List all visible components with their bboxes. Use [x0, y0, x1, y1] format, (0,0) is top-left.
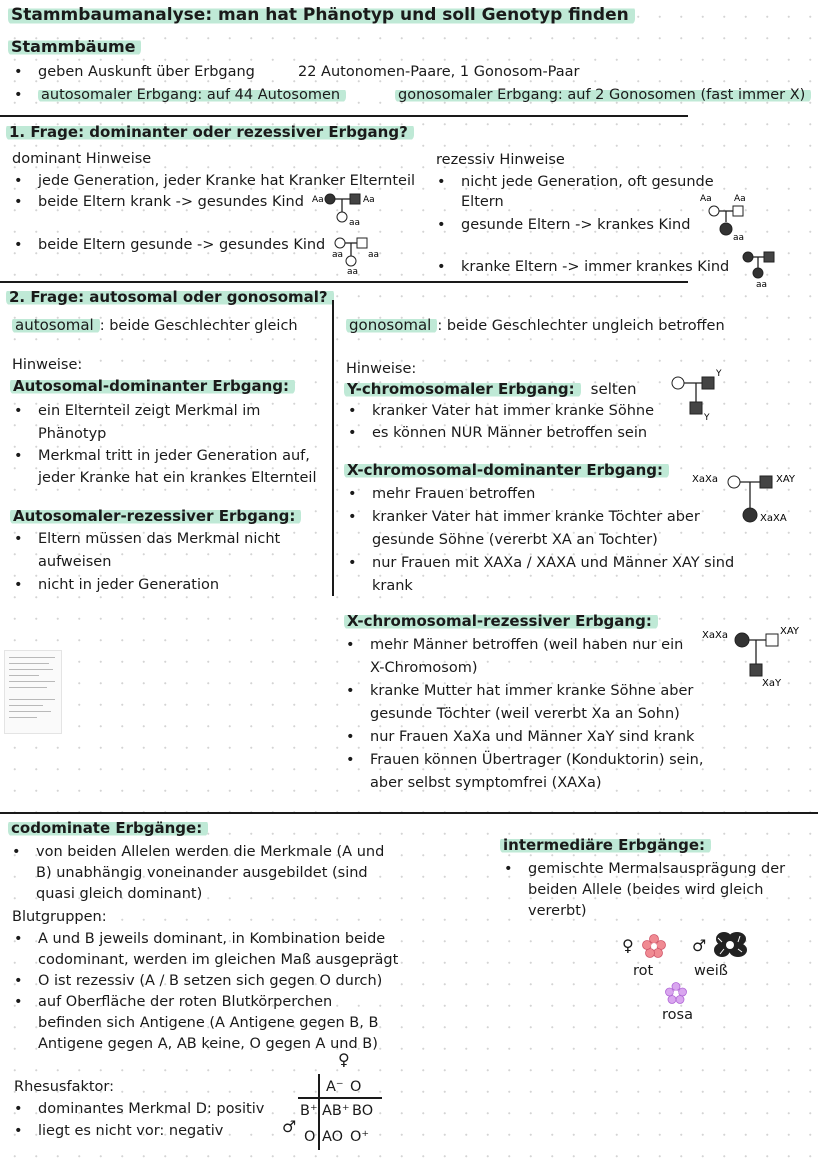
- ar-item: • nicht in jeder Generation: [38, 576, 219, 594]
- punnett-row-head: B⁺: [300, 1103, 318, 1119]
- xr-item: • mehr Männer betroffen (weil haben nur ein: [370, 636, 683, 654]
- pedigree-label: Aa: [700, 194, 712, 204]
- pedigree-label: XAY: [776, 474, 796, 485]
- pedigree-label: aa: [349, 218, 361, 228]
- rezessiv-item: • kranke Eltern -> immer krankes Kind: [461, 258, 729, 276]
- autosomal-dominant-heading: Autosomal-dominanter Erbgang:: [10, 377, 295, 395]
- punnett-head: A⁻: [326, 1079, 344, 1095]
- intermediaer-item: • gemischte Mermalsausprägung der: [528, 860, 785, 878]
- autosomal-rezessiv-heading: Autosomaler-rezessiver Erbgang:: [10, 507, 301, 525]
- y-item: • kranker Vater hat immer kranke Söhne: [372, 402, 654, 420]
- pedigree-x-rezessiv: [700, 620, 810, 690]
- punnett-cell: O⁺: [350, 1129, 370, 1145]
- punnett-hline: [298, 1097, 382, 1099]
- gonosomal-hinweise: Hinweise:: [346, 361, 417, 377]
- rezessiv-heading: rezessiv Hinweise: [436, 152, 565, 168]
- x-dominant-heading: X-chromosomal-dominanter Erbgang:: [344, 461, 669, 479]
- pedigree-label: Aa: [363, 195, 375, 205]
- divider-3: [0, 812, 818, 814]
- x-rezessiv-heading: X-chromosomal-rezessiver Erbgang:: [344, 612, 658, 630]
- stammbaeume-bullet-2: • autosomaler Erbgang: auf 44 Autosomen: [38, 86, 346, 104]
- autosomal-definition: autosomal : beide Geschlechter gleich: [12, 316, 298, 335]
- pedigree-dominant-ill-parents: [312, 192, 382, 230]
- xd-item-cont: gesunde Söhne (vererbt XA an Tochter): [372, 532, 658, 548]
- pedigree-label: aa: [368, 250, 380, 260]
- flower-label-weiss: weiß: [694, 963, 728, 979]
- pedigree-label: XAY: [780, 626, 800, 637]
- pedigree-recessive-healthy-parents: [700, 192, 760, 244]
- blutgruppen-item-cont: codominant, werden im gleichen Maß ausgeprägt: [38, 952, 399, 968]
- divider-2: [0, 281, 688, 283]
- xd-item: • nur Frauen mit XAXa / XAXA und Männer XAY sind: [372, 554, 734, 572]
- ad-item: • Merkmal tritt in jeder Generation auf,: [38, 447, 310, 465]
- xd-item-cont: krank: [372, 578, 413, 594]
- pedigree-label: aa: [347, 267, 359, 277]
- ad-item: • ein Elternteil zeigt Merkmal im: [38, 402, 260, 420]
- rezessiv-item: • nicht jede Generation, oft gesunde: [461, 173, 714, 191]
- intermediaer-item-cont: beiden Allele (beides wird gleich: [528, 882, 764, 898]
- ar-item: • Eltern müssen das Merkmal nicht: [38, 530, 280, 548]
- codominant-item: • von beiden Allelen werden die Merkmale (A und: [36, 843, 384, 861]
- pedigree-label: XaXa: [692, 474, 718, 485]
- gonosomal-note: gonosomaler Erbgang: auf 2 Gonosomen (fast immer X): [395, 86, 811, 104]
- dominant-item: • jede Generation, jeder Kranke hat Kranker Elternteil: [38, 172, 415, 190]
- male-symbol: ♂: [692, 936, 707, 955]
- flower-label-rot: rot: [633, 963, 654, 979]
- pedigree-label: Aa: [312, 195, 324, 205]
- flower-pink-icon: [665, 982, 687, 1004]
- xr-item-cont: gesunde Töchter (weil vererbt Xa an Sohn): [370, 706, 680, 722]
- blutgruppen-item: • O ist rezessiv (A / B setzen sich gegen O durch): [38, 972, 382, 990]
- rhesus-heading: Rhesusfaktor:: [14, 1079, 115, 1095]
- dominant-item: • beide Eltern gesunde -> gesundes Kind: [38, 236, 325, 254]
- page-title: Stammbaumanalyse: man hat Phänotyp und soll Genotyp finden: [8, 6, 635, 24]
- xd-item: • kranker Vater hat immer kranke Töchter aber: [372, 508, 700, 526]
- pedigree-label: aa: [733, 233, 745, 243]
- frage2-heading: 2. Frage: autosomal oder gonosomal?: [6, 288, 334, 306]
- male-symbol: ♂: [282, 1117, 297, 1136]
- pedigree-label: Y: [704, 413, 710, 423]
- xr-item: • Frauen können Übertrager (Konduktorin) sein,: [370, 751, 703, 769]
- intermediaer-heading: intermediäre Erbgänge:: [500, 836, 711, 854]
- codominant-item-cont: B) unabhängig voneinander ausgebildet (sind: [36, 865, 368, 881]
- pedigree-label: Aa: [734, 194, 746, 204]
- rezessiv-item-cont: Eltern: [461, 194, 504, 210]
- female-symbol: ♀: [338, 1050, 350, 1069]
- flower-white-icon: [712, 930, 750, 960]
- pedigree-label: XaY: [762, 678, 782, 689]
- ad-item-cont: jeder Kranke hat ein krankes Elternteil: [38, 470, 317, 486]
- female-symbol: ♀: [622, 936, 634, 955]
- xr-item-cont: aber selbst symptomfrei (XAXa): [370, 775, 602, 791]
- y-item: • es können NUR Männer betroffen sein: [372, 424, 647, 442]
- pedigree-y-chromosomal: [670, 366, 730, 426]
- rezessiv-item: • gesunde Eltern -> krankes Kind: [461, 216, 690, 234]
- punnett-head: O: [350, 1079, 362, 1095]
- intermediaer-item-cont: vererbt): [528, 903, 587, 919]
- pedigree-label: XaXa: [702, 630, 728, 641]
- blutgruppen-item-cont: befinden sich Antigene (A Antigene gegen B, B: [38, 1015, 379, 1031]
- codominant-item-cont: quasi gleich dominant): [36, 886, 203, 902]
- xr-item: • nur Frauen XaXa und Männer XaY sind krank: [370, 728, 694, 746]
- punnett-row-head: O: [304, 1129, 316, 1145]
- paare-note: 22 Autonomen-Paare, 1 Gonosom-Paar: [298, 64, 580, 80]
- blutgruppen-item: • auf Oberfläche der roten Blutkörperchen: [38, 993, 332, 1011]
- stammbaeume-bullet-1: • geben Auskunft über Erbgang: [38, 63, 255, 81]
- xr-item: • kranke Mutter hat immer kranke Söhne aber: [370, 682, 693, 700]
- pedigree-dominant-healthy-parents: [332, 236, 382, 276]
- flower-red-icon: [642, 934, 666, 958]
- gonosomal-definition: gonosomal : beide Geschlechter ungleich betroffen: [346, 316, 725, 335]
- flower-label-rosa: rosa: [662, 1007, 693, 1023]
- autosomal-hinweise: Hinweise:: [12, 357, 83, 373]
- blutgruppen-item: • A und B jeweils dominant, in Kombination beide: [38, 930, 385, 948]
- stammbaeume-heading: Stammbäume: [8, 38, 141, 56]
- rhesus-item: • liegt es nicht vor: negativ: [38, 1122, 223, 1140]
- punnett-cell: AB⁺: [322, 1103, 350, 1119]
- pedigree-x-dominant: [690, 466, 810, 528]
- punnett-cell: AO: [322, 1129, 344, 1145]
- blutgruppen-heading: Blutgruppen:: [12, 909, 107, 925]
- pedigree-label: aa: [756, 280, 768, 290]
- pedigree-label: aa: [332, 250, 344, 260]
- column-divider: [332, 300, 334, 596]
- pedigree-label: XaXA: [760, 513, 787, 524]
- thumbnail-preview[interactable]: [4, 650, 62, 734]
- y-chromosomal-heading: Y-chromosomaler Erbgang: selten: [344, 380, 637, 398]
- pedigree-recessive-ill-parents: [740, 250, 788, 290]
- pedigree-label: Y: [716, 369, 722, 379]
- xr-item-cont: X-Chromosom): [370, 660, 478, 676]
- ar-item-cont: aufweisen: [38, 554, 112, 570]
- ad-item-cont: Phänotyp: [38, 426, 107, 442]
- punnett-vline: [318, 1074, 320, 1150]
- blutgruppen-item-cont: Antigene gegen A, AB keine, O gegen A und B): [38, 1036, 378, 1052]
- xd-item: • mehr Frauen betroffen: [372, 485, 535, 503]
- codominant-heading: codominate Erbgänge:: [8, 819, 208, 837]
- divider-1: [0, 115, 688, 117]
- punnett-cell: BO: [352, 1103, 374, 1119]
- rhesus-item: • dominantes Merkmal D: positiv: [38, 1100, 264, 1118]
- dominant-heading: dominant Hinweise: [12, 151, 152, 167]
- frage1-heading: 1. Frage: dominanter oder rezessiver Erbgang?: [6, 123, 414, 141]
- dominant-item: • beide Eltern krank -> gesundes Kind: [38, 193, 304, 211]
